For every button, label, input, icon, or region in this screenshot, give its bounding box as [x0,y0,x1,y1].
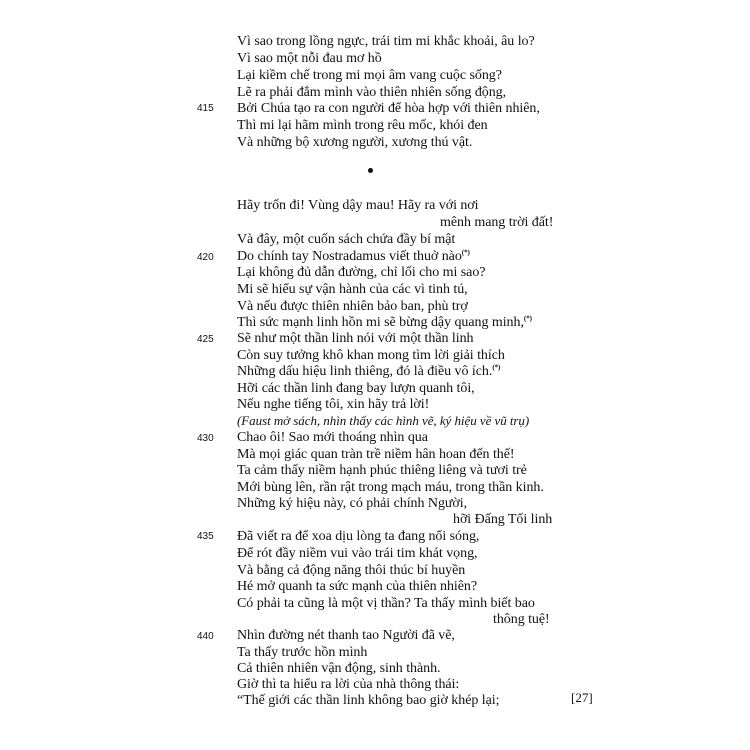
verse-line: “Thế giới các thần linh không bao giờ khép lại; [237,693,500,708]
verse-line: Lại không đủ dẫn đường, chỉ lối cho mi sao? [237,265,486,280]
verse-line: Có phải ta cũng là một vị thần? Ta thấy mình biết bao [237,596,535,611]
line-number: 425 [197,334,214,345]
verse-line-continuation: mênh mang trời đất! [440,215,554,230]
verse-line: Nhìn đường nét thanh tao Người đã vẽ, [237,628,455,643]
verse-line: Để rót đầy niềm vui vào trái tim khát vọng, [237,546,478,561]
verse-line: Và nếu được thiên nhiên bảo ban, phù trợ [237,299,468,314]
footnote-marker: (*) [523,314,532,323]
line-number: 430 [197,433,214,444]
verse-line: Hãy trốn đi! Vùng dậy mau! Hãy ra với nơi [237,198,479,213]
verse-line: Hỡi các thần linh đang bay lượn quanh tôi, [237,381,475,396]
verse-line: Bởi Chúa tạo ra con người để hòa hợp với thiên nhiên, [237,101,540,116]
line-number: 435 [197,531,214,542]
verse-line: Vì sao một nỗi đau mơ hồ [237,51,382,66]
verse-line: Giờ thì ta hiểu ra lời của nhà thông thái: [237,677,460,692]
footnote-marker: (*) [461,248,470,257]
verse-line: Thì mi lại hãm mình trong rêu mốc, khói đen [237,118,488,133]
verse-line: Mi sẽ hiểu sự vận hành của các vì tinh tú, [237,282,468,297]
verse-line: Và những bộ xương người, xương thú vật. [237,135,473,150]
verse-line-continuation: thông tuệ! [493,612,550,627]
verse-line [237,363,500,381]
verse-line: Ta thấy trước hồn mình [237,645,368,660]
verse-line: Và đây, một cuốn sách chứa đầy bí mật [237,232,456,247]
verse-line: Lẽ ra phải đắm mình vào thiên nhiên sống động, [237,85,507,100]
verse-text: Do chính tay Nostradamus viết thuở nào [237,249,462,264]
line-number: 440 [197,631,214,642]
verse-line: Và bằng cả động năng thôi thúc bí huyền [237,563,466,578]
verse-line: Đã viết ra để xoa dịu lòng ta đang nổi sóng, [237,529,480,544]
line-number: 415 [197,103,214,114]
verse-line: Những ký hiệu này, có phải chính Người, [237,496,468,511]
verse-line: Vì sao trong lồng ngực, trái tim mi khắc khoải, âu lo? [237,34,535,49]
verse-text: Thì sức mạnh linh hồn mi sẽ bừng dậy quang minh, [237,315,524,330]
verse-line: Cả thiên nhiên vận động, sinh thành. [237,661,441,676]
footnote-marker: (*) [492,363,501,372]
verse-text: Những dấu hiệu linh thiêng, đó là điều vô ích. [237,364,493,379]
verse-line: Mới bùng lên, rần rật trong mạch máu, trong thần kinh. [237,480,544,495]
page-number: [27] [571,690,593,705]
verse-line: Còn suy tưởng khô khan mong tìm lời giải thích [237,348,505,363]
verse-line: Mà mọi giác quan tràn trề niềm hân hoan đến thế! [237,447,515,462]
line-number: 420 [197,252,214,263]
verse-line: Chao ôi! Sao mới thoáng nhìn qua [237,430,428,445]
verse-line: Ta cảm thấy niềm hạnh phúc thiêng liêng và tươi trẻ [237,463,527,478]
verse-line-continuation: hỡi Đấng Tối linh [453,512,553,527]
verse-line: Sẽ như một thần linh nói với một thần linh [237,331,474,346]
verse-line: Hé mở quanh ta sức mạnh của thiên nhiên? [237,579,478,594]
verse-line: Lại kiềm chế trong mi mọi âm vang cuộc sống? [237,68,502,83]
stage-direction: (Faust mở sách, nhìn thấy các hình vẽ, ký hiệu về vũ trụ) [237,413,530,428]
section-separator [368,168,373,173]
verse-line: Nếu nghe tiếng tôi, xin hãy trả lời! [237,397,430,412]
